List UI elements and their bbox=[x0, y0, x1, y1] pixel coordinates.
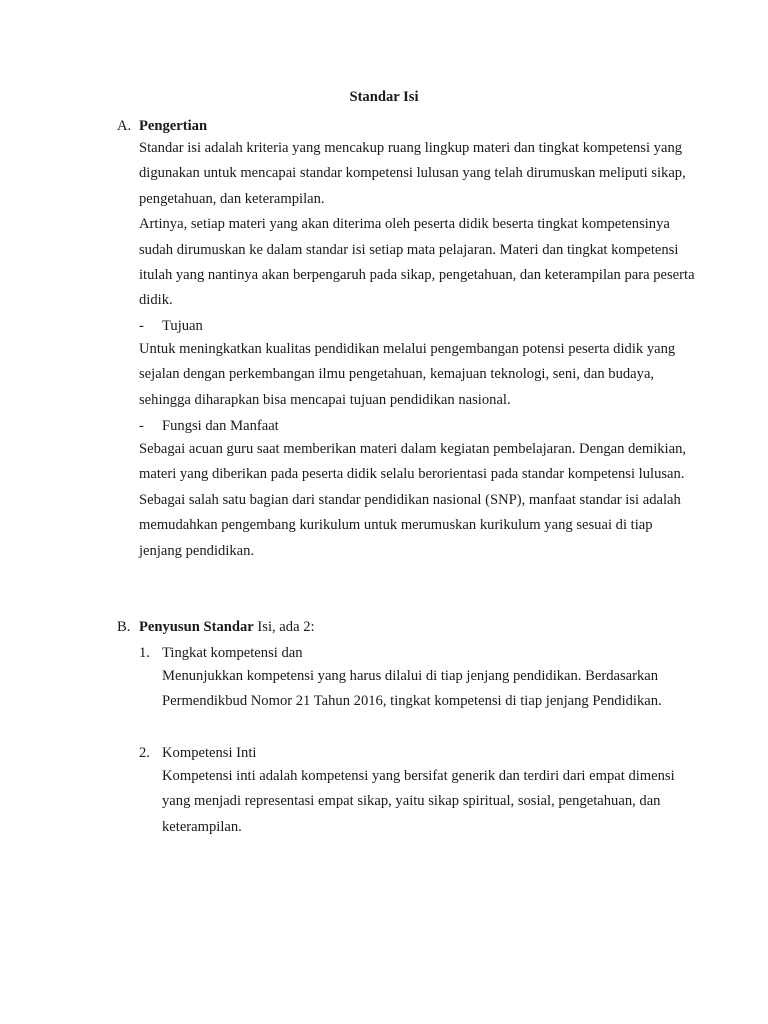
section-b-title-rest: Isi, ada 2: bbox=[253, 619, 315, 635]
section-a-body bbox=[139, 136, 699, 314]
list-item-1-body bbox=[162, 664, 692, 715]
paragraph: Standar isi adalah kriteria yang mencakup ruang lingkup materi dan tingkat kompetensi yang digunakan untuk mencapai standar kompetensi lulusan yang telah dirumuskan meliputi sikap, pengetahuan, dan keterampilan. bbox=[139, 140, 686, 207]
list-item-label: Tingkat kompetensi dan bbox=[162, 645, 303, 661]
fungsi-label: Fungsi dan Manfaat bbox=[162, 418, 279, 434]
list-item-1-heading bbox=[139, 643, 303, 663]
tujuan-heading bbox=[139, 316, 203, 336]
paragraph: Kompetensi inti adalah kompetensi yang bersifat generik dan terdiri dari empat dimensi yang menjadi representasi empat sikap, yaitu sikap spiritual, sosial, pengetahuan, dan keterampilan. bbox=[162, 768, 675, 835]
section-b-letter: B. bbox=[117, 619, 131, 635]
list-number: 2. bbox=[139, 745, 150, 761]
section-b-heading bbox=[117, 617, 315, 637]
paragraph: Menunjukkan kompetensi yang harus dilalui di tiap jenjang pendidikan. Berdasarkan Permendikbud Nomor 21 Tahun 2016, tingkat kompetensi di tiap jenjang Pendidikan. bbox=[162, 668, 662, 710]
tujuan-label: Tujuan bbox=[162, 318, 203, 334]
paragraph: Sebagai salah satu bagian dari standar pendidikan nasional (SNP), manfaat standar isi adalah memudahkan pengembang kurikulum untuk merumuskan kurikulum yang sesuai di tiap jenjang pendidikan. bbox=[139, 491, 681, 559]
fungsi-heading bbox=[139, 416, 279, 436]
fungsi-body bbox=[139, 437, 699, 564]
section-b-title-bold: Penyusun Standar bbox=[139, 619, 254, 635]
list-item-2-heading bbox=[139, 743, 256, 763]
document-title: Standar Isi bbox=[349, 89, 419, 105]
paragraph: Artinya, setiap materi yang akan diterima oleh peserta didik beserta tingkat kompetensinya sudah dirumuskan ke dalam standar isi setiap mata pelajaran. Materi dan tingkat kompetensi itulah yang nantinya akan berpengaruh pada sikap, pengetahuan, dan keterampilan para peserta didik. bbox=[139, 216, 695, 309]
paragraph: Sebagai acuan guru saat memberikan materi dalam kegiatan pembelajaran. Dengan demikian, materi yang diberikan pada peserta didik selalu berorientasi pada standar kompetensi lulusan. bbox=[139, 441, 687, 483]
list-item-2-body bbox=[162, 764, 692, 840]
section-a-heading bbox=[117, 116, 207, 136]
section-a-letter: A. bbox=[117, 118, 132, 134]
list-item-label: Kompetensi Inti bbox=[162, 745, 257, 761]
paragraph: Untuk meningkatkan kualitas pendidikan melalui pengembangan potensi peserta didik yang sejalan dengan perkembangan ilmu pengetahuan, kemajuan teknologi, seni, dan budaya, sehingga diharapkan bisa mencapai tujuan pendidikan nasional. bbox=[139, 341, 676, 408]
tujuan-body bbox=[139, 337, 699, 413]
section-a-title: Pengertian bbox=[139, 118, 208, 134]
list-number: 1. bbox=[139, 645, 150, 661]
dash-bullet: - bbox=[139, 418, 144, 434]
dash-bullet: - bbox=[139, 318, 144, 334]
